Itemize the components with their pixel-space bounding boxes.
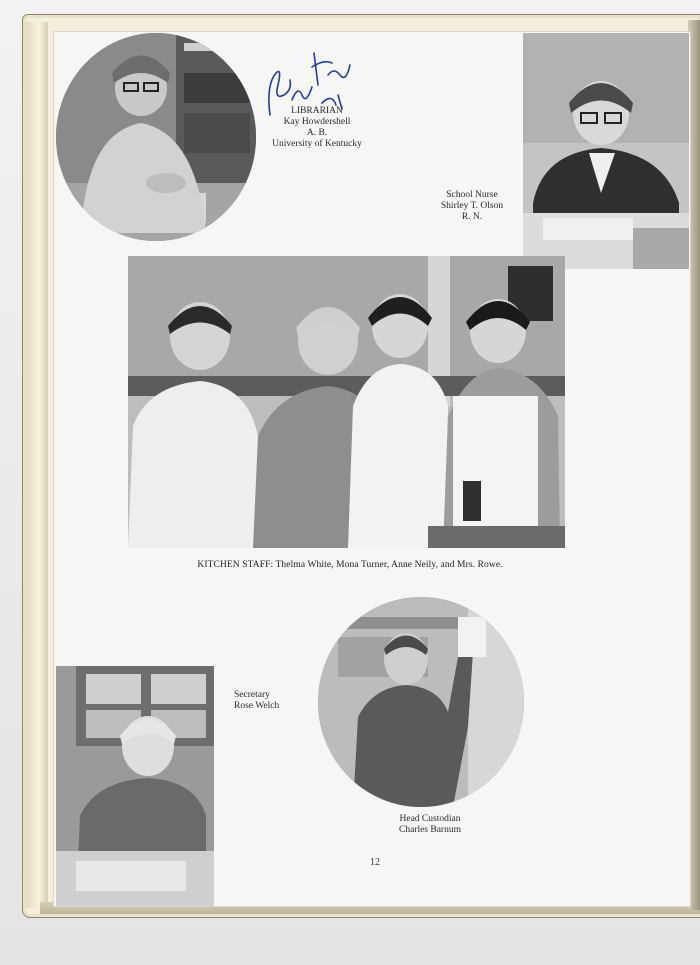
secretary-caption <box>234 690 314 712</box>
librarian-photo <box>56 33 256 241</box>
page-number: 12 <box>370 857 380 868</box>
nurse-caption <box>432 190 512 223</box>
librarian-name: Kay Howdershell <box>283 117 351 127</box>
custodian-photo <box>318 597 524 807</box>
librarian-school: University of Kentucky <box>272 139 362 149</box>
kitchen-staff-photo <box>128 256 565 548</box>
custodian-name: Charles Barnum <box>398 825 461 835</box>
nurse-name: Shirley T. Olson <box>440 201 504 211</box>
binder-edge <box>26 22 48 908</box>
secretary-name: Rose Welch <box>234 701 280 711</box>
librarian-degree: A. B. <box>306 128 328 138</box>
custodian-title: Head Custodian <box>399 814 461 824</box>
nurse-photo <box>523 33 689 269</box>
secretary-photo <box>56 666 214 906</box>
librarian-caption <box>262 106 372 150</box>
custodian-caption <box>380 814 480 836</box>
nurse-degree: R. N. <box>461 212 483 222</box>
kitchen-staff-caption: KITCHEN STAFF: Thelma White, Mona Turner, Anne Neily, and Mrs. Rowe. <box>197 560 503 570</box>
nurse-title: School Nurse <box>446 190 498 200</box>
librarian-title: LIBRARIAN <box>291 106 343 116</box>
secretary-title: Secretary <box>234 690 270 700</box>
